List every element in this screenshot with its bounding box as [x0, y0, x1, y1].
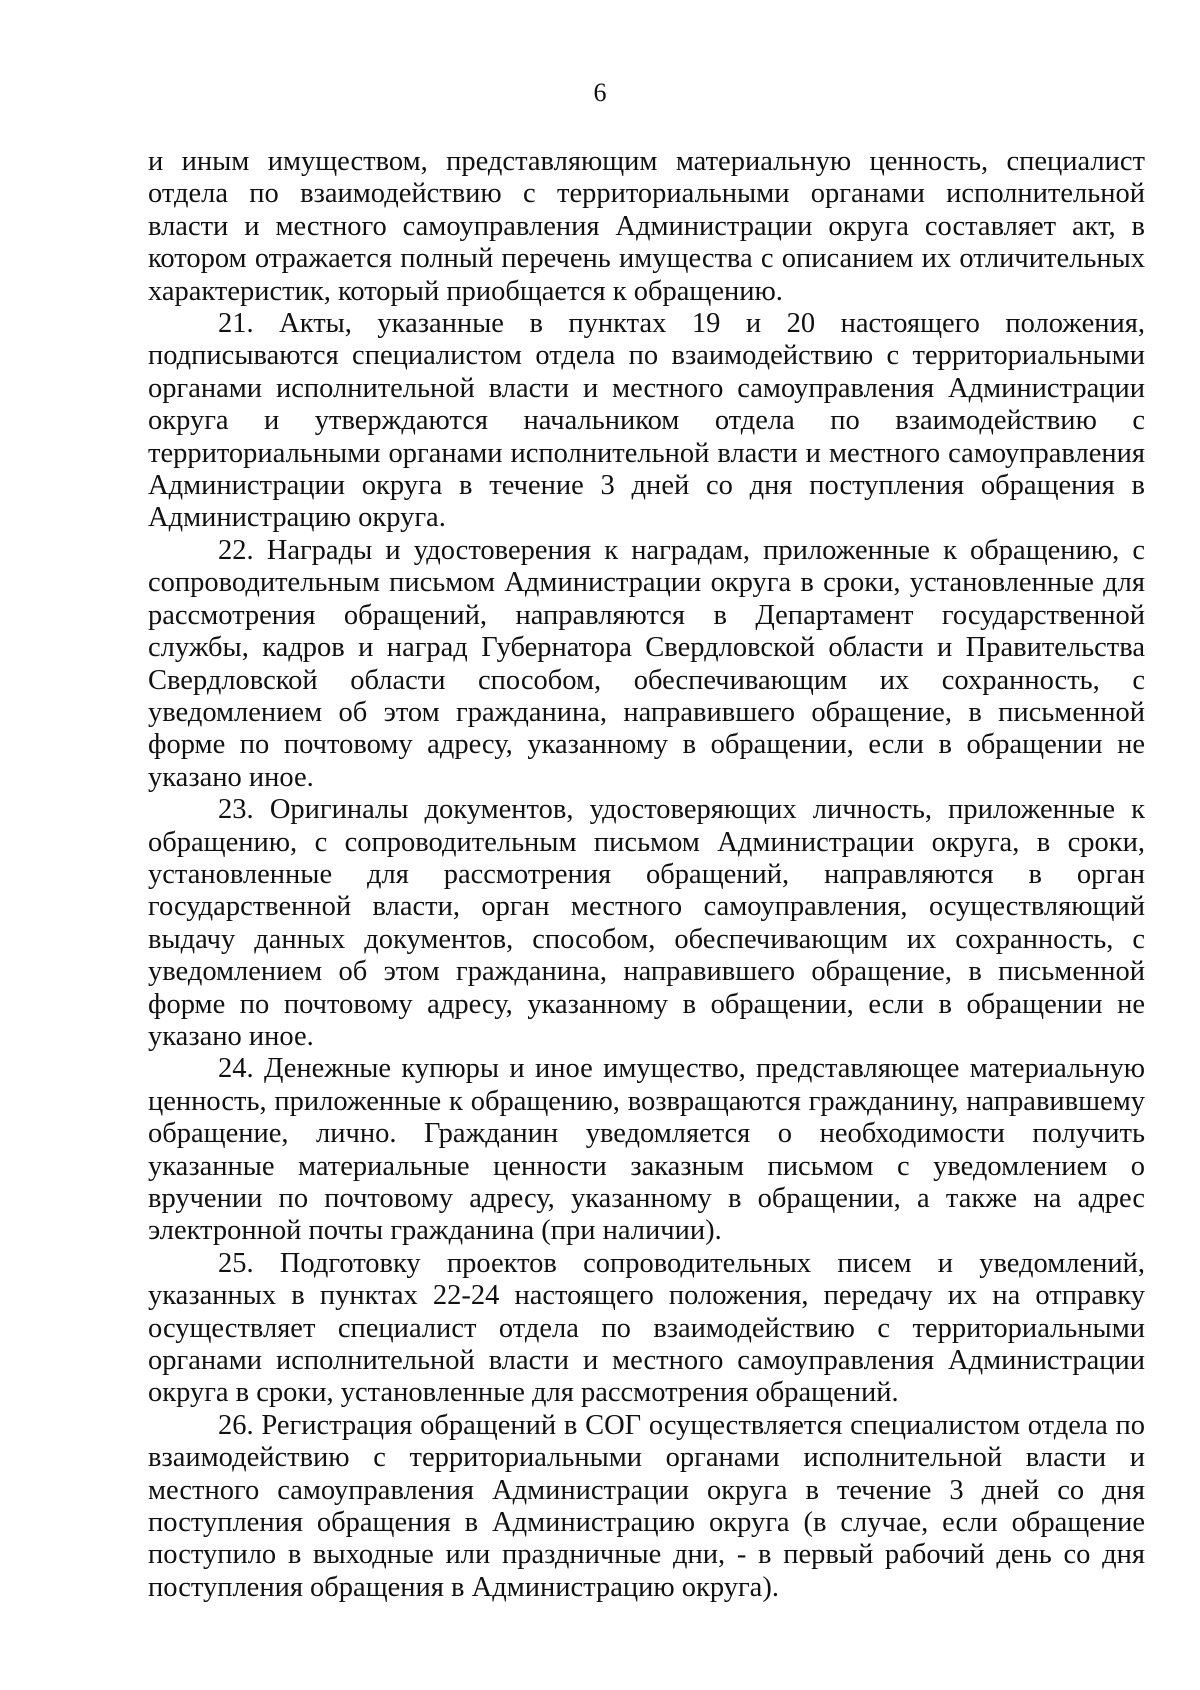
- paragraph-text: Награды и удостоверения к наградам, приложенные к обращению, с сопроводительным письмом Администрации округа в сроки, установленные для рассмотрения обращений, направляются в Департамент государственной службы, кадров и наград Губернатора Свердловской области и Правительства Свердловской области способом, обеспечивающим их сохранность, с уведомлением об этом гражданина, направившего обращение, в письменной форме по почтовому адресу, указанному в обращении, если в обращении не указано иное.: [148, 534, 1145, 793]
- paragraph-text: Акты, указанные в пунктах 19 и 20 настоящего положения, подписываются специалистом отдела по взаимодействию с территориальными органами исполнительной власти и местного самоуправления Администрации округа и утверждаются начальником отдела по взаимодействию с территориальными органами исполнительной власти и местного самоуправления Администрации округа в течение 3 дней со дня поступления обращения в Администрацию округа.: [148, 308, 1146, 534]
- page-number: 6: [593, 78, 607, 107]
- paragraph-number: 25.: [218, 1247, 254, 1279]
- paragraph-number: 22.: [218, 534, 254, 566]
- paragraph-24: [148, 1053, 1145, 1247]
- paragraph-number: 26.: [218, 1409, 254, 1441]
- paragraph-23: [148, 794, 1145, 1053]
- paragraph-number: 21.: [218, 308, 254, 340]
- paragraph-25: [148, 1248, 1145, 1410]
- paragraph-text: Оригиналы документов, удостоверяющих личность, приложенные к обращению, с сопроводительным письмом Администрации округа, в сроки, установленные для рассмотрения обращений, направляются в орган государственной власти, орган местного самоуправления, осуществляющий выдачу данных документов, способом, обеспечивающим их сохранность, с уведомлением об этом гражданина, направившего обращение, в письменной форме по почтовому адресу, указанному в обращении, если в обращении не указано иное.: [148, 794, 1145, 1052]
- paragraph-continuation: [148, 146, 1145, 308]
- paragraph-number: 23.: [218, 794, 254, 826]
- document-body: [148, 146, 1145, 1604]
- paragraph-22: [148, 535, 1145, 794]
- paragraph-21: [148, 308, 1145, 535]
- paragraph-text: и иным имуществом, представляющим материальную ценность, специалист отдела по взаимодействию с территориальными органами исполнительной власти и местного самоуправления Администрации округа составляет акт, в котором отражается полный перечень имущества с описанием их отличительных характеристик, который приобщается к обращению.: [148, 146, 1145, 307]
- paragraph-text: Подготовку проектов сопроводительных писем и уведомлений, указанных в пунктах 22-24 настоящего положения, передачу их на отправку осуществляет специалист отдела по взаимодействию с территориальными органами исполнительной власти и местного самоуправления Администрации округа в сроки, установленные для рассмотрения обращений.: [148, 1247, 1145, 1409]
- paragraph-text: Регистрация обращений в СОГ осуществляется специалистом отдела по взаимодействию с территориальными органами исполнительной власти и местного самоуправления Администрации округа в течение 3 дней со дня поступления обращения в Администрацию округа (в случае, если обращение поступило в выходные или праздничные дни, - в первый рабочий день со дня поступления обращения в Администрацию округа).: [148, 1409, 1146, 1603]
- paragraph-number: 24.: [218, 1053, 254, 1085]
- paragraph-text: Денежные купюры и иное имущество, представляющее материальную ценность, приложенные к обращению, возвращаются гражданину, направившему обращение, лично. Гражданин уведомляется о необходимости получить указанные материальные ценности заказным письмом с уведомлением о вручении по почтовому адресу, указанному в обращении, а также на адрес электронной почты гражданина (при наличии).: [148, 1053, 1146, 1247]
- paragraph-26: [148, 1410, 1145, 1604]
